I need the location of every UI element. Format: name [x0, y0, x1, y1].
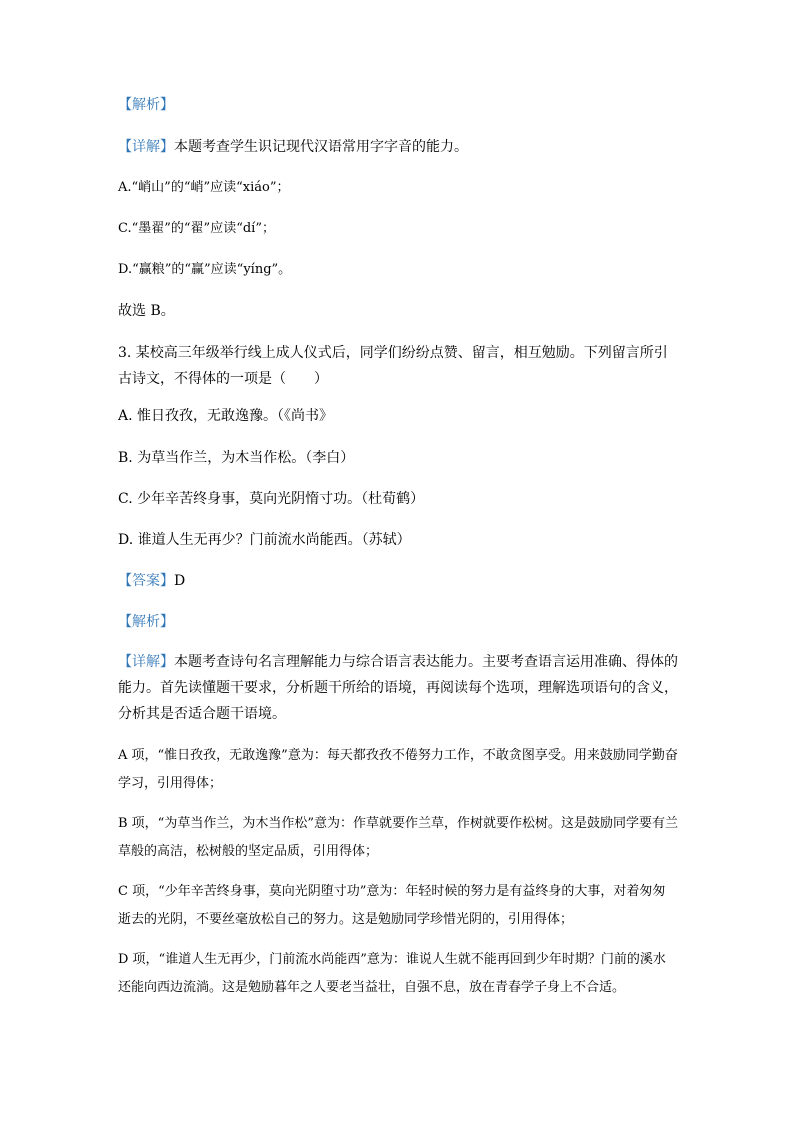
q2-detail-text: 本题考查学生识记现代汉语常用字字音的能力。	[174, 139, 468, 155]
q2-option-c: C.“墨翟”的“翟”应读“dí”；	[118, 221, 275, 236]
q3-detail-paragraph	[118, 649, 678, 727]
q3-answer-line	[118, 571, 185, 591]
q2-analysis-label: 【解析】	[118, 97, 174, 113]
q3-explanation-c: C 项，“少年辛苦终身事，莫向光阴堕寸功”意为：年轻时候的努力是有益终身的大事，对着匆匆逝去的光阴，不要丝毫放松自己的努力。这是勉励同学珍惜光阴的，引用得体；	[118, 884, 666, 927]
q3-option-c: C. 少年辛苦终身事，莫向光阴惰寸功。（杜荀鹤）	[118, 491, 425, 507]
q3-option-d: D. 谁道人生无再少？门前流水尚能西。（苏轼）	[118, 532, 411, 548]
q2-conclusion: 故选 B。	[118, 303, 175, 319]
q2-detail-line	[118, 137, 468, 157]
q3-answer-label: 【答案】	[118, 573, 174, 589]
q2-option-a: A.“峭山”的“峭”应读“xiáo”；	[118, 180, 290, 195]
q3-explanation-b: B 项，“为草当作兰，为木当作松”意为：作草就要作兰草，作树就要作松树。这是鼓励同学要有兰草般的高洁，松树般的坚定品质，引用得体；	[118, 816, 678, 859]
q3-analysis-label: 【解析】	[118, 614, 174, 630]
q3-answer-value: D	[174, 573, 186, 589]
q3-explanation-d: D 项，“谁道人生无再少，门前流水尚能西”意为：谁说人生就不能再回到少年时期？门前的溪水还能向西边流淌。这是勉励暮年之人要老当益壮，自强不息，放在青春学子身上不合适。	[118, 952, 666, 995]
q3-stem: 3. 某校高三年级举行线上成人仪式后，同学们纷纷点赞、留言，相互勉励。下列留言所引古诗文，不得体的一项是（ ）	[118, 345, 668, 387]
q3-detail-label: 【详解】	[118, 654, 174, 670]
q3-detail-text: 本题考查诗句名言理解能力与综合语言表达能力。主要考查语言运用准确、得体的能力。首先读懂题干要求，分析题干所给的语境，再阅读每个选项，理解选项语句的含义，分析其是否适合题干语境。	[118, 654, 678, 722]
q3-option-a: A. 惟日孜孜，无敢逸豫。（《尚书》	[118, 408, 334, 424]
q2-option-d: D.“赢粮”的“赢”应读“yíng”。	[118, 262, 292, 277]
q3-explanation-a: A 项，“惟日孜孜，无敢逸豫”意为：每天都孜孜不倦努力工作，不敢贪图享受。用来鼓励同学勤奋学习，引用得体；	[118, 748, 678, 791]
q2-detail-label: 【详解】	[118, 139, 174, 155]
q3-option-b: B. 为草当作兰，为木当作松。（李白）	[118, 450, 355, 466]
